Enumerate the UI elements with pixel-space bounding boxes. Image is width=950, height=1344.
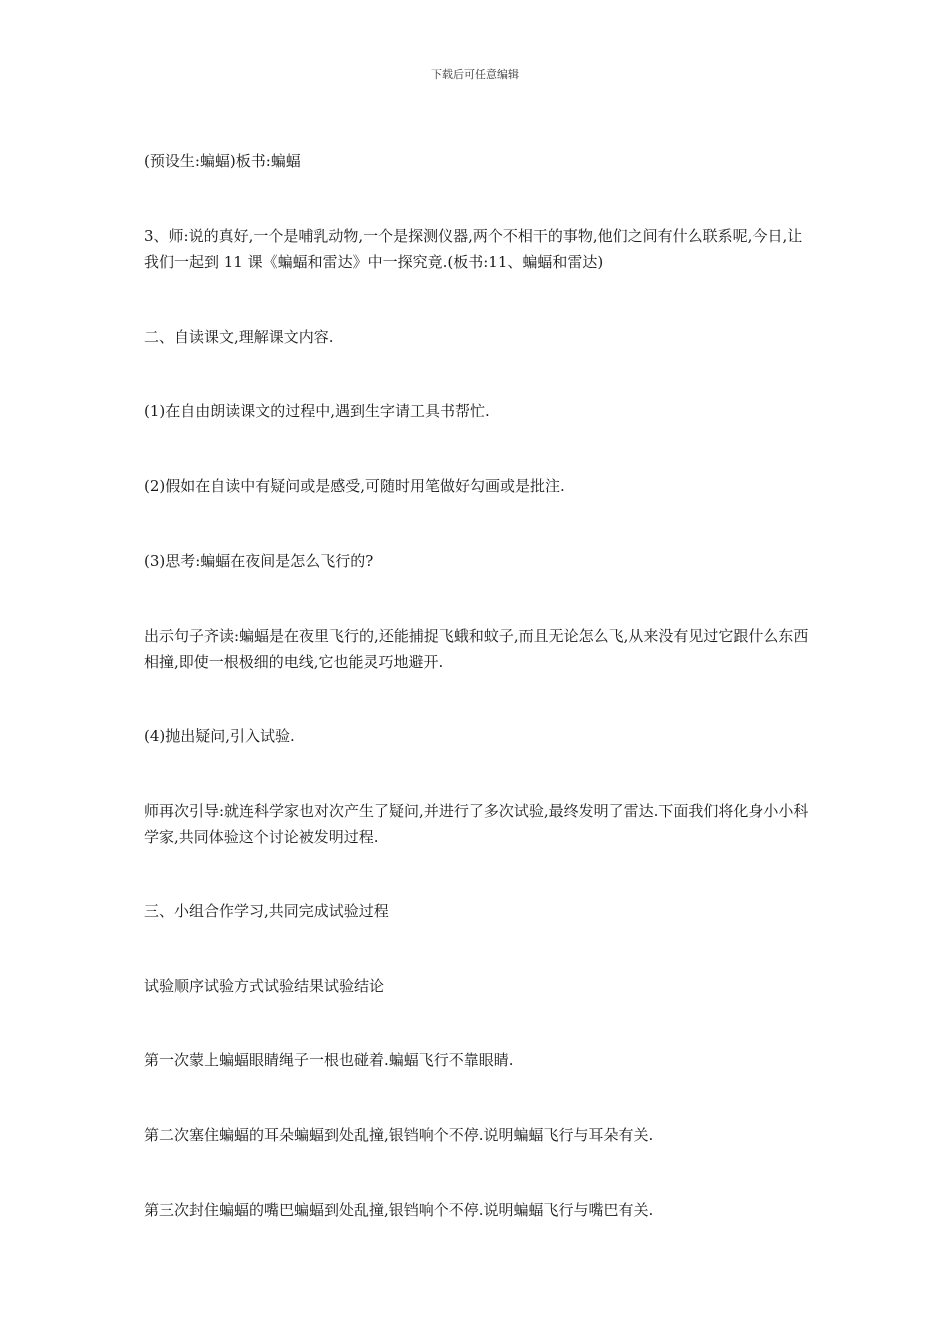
paragraph-experiment-2: 第二次塞住蝙蝠的耳朵蝙蝠到处乱撞,银铛响个不停.说明蝙蝠飞行与耳朵有关. xyxy=(144,1126,654,1144)
paragraph-section-two-heading: 二、自读课文,理解课文内容. xyxy=(144,328,334,346)
paragraph-experiment-table-header: 试验顺序试验方式试验结果试验结论 xyxy=(144,977,385,995)
paragraph-preset-student: (预设生:蝙蝠)板书:蝙蝠 xyxy=(144,152,301,170)
page-header: 下载后可任意编辑 xyxy=(431,68,519,81)
paragraph-section-three-heading: 三、小组合作学习,共同完成试验过程 xyxy=(144,902,389,920)
paragraph-read-sentence: 出示句子齐读:蝙蝠是在夜里飞行的,还能捕捉飞蛾和蚊子,而且无论怎么飞,从来没有见过它跟什么东西相撞,即使一根极细的电线,它也能灵巧地避开. xyxy=(144,627,809,671)
paragraph-experiment-3: 第三次封住蝙蝠的嘴巴蝙蝠到处乱撞,银铛响个不停.说明蝙蝠飞行与嘴巴有关. xyxy=(144,1201,654,1219)
paragraph-teacher-intro: 3、师:说的真好,一个是哺乳动物,一个是探测仪器,两个不相干的事物,他们之间有什么联系呢,今日,让我们一起到 11 课《蝙蝠和雷达》中一探究竟.(板书:11、蝙蝠和雷达) xyxy=(144,227,803,271)
paragraph-teacher-guide: 师再次引导:就连科学家也对次产生了疑问,并进行了多次试验,最终发明了雷达.下面我们将化身小小科学家,共同体验这个讨论被发明过程. xyxy=(144,802,809,846)
paragraph-step-2: (2)假如在自读中有疑问或是感受,可随时用笔做好勾画或是批注. xyxy=(144,477,565,495)
paragraph-step-4: (4)抛出疑问,引入试验. xyxy=(144,727,295,745)
paragraph-experiment-1: 第一次蒙上蝙蝠眼睛绳子一根也碰着.蝙蝠飞行不靠眼睛. xyxy=(144,1051,514,1069)
paragraph-step-3: (3)思考:蝙蝠在夜间是怎么飞行的? xyxy=(144,552,374,570)
paragraph-step-1: (1)在自由朗读课文的过程中,遇到生字请工具书帮忙. xyxy=(144,402,490,420)
